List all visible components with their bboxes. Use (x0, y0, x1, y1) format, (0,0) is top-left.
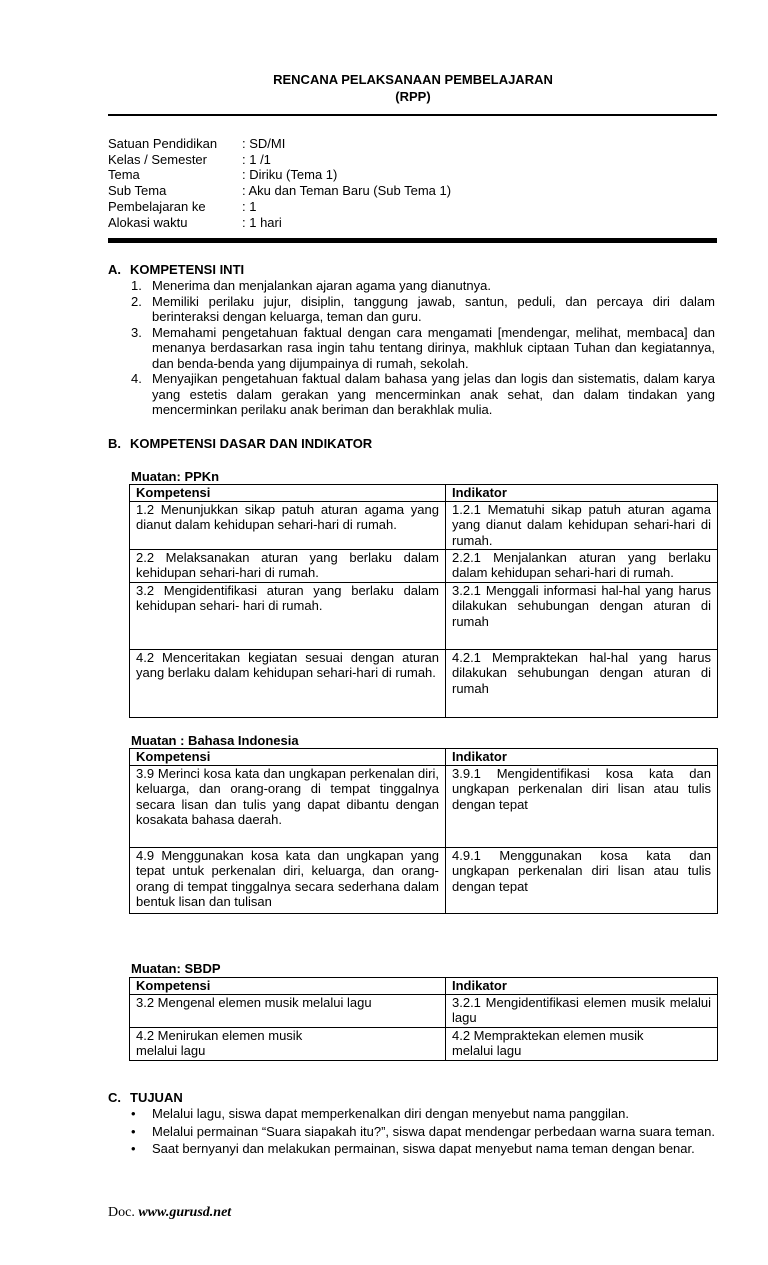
table-cell: 2.2.1 Menjalankan aturan yang berlaku dalam kehidupan sehari-hari di rumah. (446, 549, 718, 582)
table-row (130, 1027, 718, 1060)
table-cell (446, 1027, 718, 1060)
item-number: 4. (131, 371, 142, 386)
bullet-icon: • (131, 1141, 136, 1156)
table-cell: 1.2 Menunjukkan sikap patuh aturan agama yang dianut dalam kehidupan sehari-hari di rumah. (130, 501, 446, 549)
identity-value: : Aku dan Teman Baru (Sub Tema 1) (242, 183, 452, 198)
column-header: Indikator (446, 978, 718, 995)
table-cell: 3.2.1 Mengidentifikasi elemen musik melalui lagu (446, 994, 718, 1027)
item-number: 3. (131, 324, 142, 340)
item-text: Menerima dan menjalankan ajaran agama yang dianutnya. (152, 278, 491, 293)
list-item (131, 294, 715, 325)
cell-text: 4.2 Menirukan elemen musik melalui lagu (136, 1027, 303, 1058)
table-row (130, 994, 718, 1027)
identity-value: : SD/MI (242, 136, 286, 151)
list-item (131, 325, 715, 372)
item-number: 1. (131, 278, 142, 293)
item-text: Memahami pengetahuan faktual dengan cara mengamati [mendengar, melihat, membaca] dan menanya berdasarkan rasa ingin tahu tentang dirinya, makhluk ciptaan Tuhan dan kegiatannya, dan benda-benda yang dijumpainya di rumah, sekolah. (152, 324, 715, 371)
muatan-sbdp-title: Muatan: SBDP (131, 961, 221, 976)
document-title: RENCANA PELAKSANAAN PEMBELAJARAN (273, 72, 553, 87)
footer (108, 1205, 231, 1221)
top-rule (108, 114, 717, 116)
muatan-bahasa-title: Muatan : Bahasa Indonesia (131, 733, 299, 748)
tujuan-list (131, 1106, 715, 1159)
identity-label: Tema (108, 167, 140, 182)
column-header: Kompetensi (130, 978, 446, 995)
section-letter: C. (108, 1090, 121, 1105)
section-letter: A. (108, 262, 121, 277)
bullet-icon: • (131, 1123, 136, 1139)
table-header-row (130, 749, 718, 766)
column-header: Kompetensi (130, 485, 446, 502)
section-letter: B. (108, 436, 121, 451)
section-title: TUJUAN (130, 1090, 183, 1105)
list-item (131, 1141, 715, 1158)
item-text: Saat bernyanyi dan melakukan permainan, siswa dapat menyebut nama teman dengan benar. (152, 1141, 695, 1156)
section-b-heading (108, 436, 372, 451)
table-row (130, 582, 718, 649)
table-cell: 2.2 Melaksanakan aturan yang berlaku dalam kehidupan sehari-hari di rumah. (130, 549, 446, 582)
list-item (131, 1106, 715, 1123)
bullet-icon: • (131, 1106, 136, 1121)
bahasa-table (129, 748, 718, 914)
table-row (130, 549, 718, 582)
list-item (131, 1124, 715, 1141)
table-cell (130, 1027, 446, 1060)
table-cell: 4.2.1 Mempraktekan hal-hal yang harus dilakukan sehubungan dengan aturan di rumah (446, 649, 718, 717)
document-subtitle: (RPP) (395, 89, 431, 104)
table-cell: 3.2 Mengidentifikasi aturan yang berlaku dalam kehidupan sehari- hari di rumah. (130, 582, 446, 649)
footer-site-link[interactable]: www.gurusd.net (138, 1205, 232, 1220)
table-cell: 3.9.1 Mengidentifikasi kosa kata dan ungkapan perkenalan diri lisan atau tulis dengan tepat (446, 765, 718, 847)
table-header-row (130, 978, 718, 995)
table-cell: 4.2 Menceritakan kegiatan sesuai dengan aturan yang berlaku dalam kehidupan sehari-hari di rumah. (130, 649, 446, 717)
kompetensi-inti-list (131, 278, 715, 418)
identity-rule (108, 238, 717, 243)
identity-label: Kelas / Semester (108, 152, 207, 167)
identity-label: Alokasi waktu (108, 215, 188, 230)
item-text: Memiliki perilaku jujur, disiplin, tanggung jawab, santun, peduli, dan percaya diri dalam berinteraksi dengan keluarga, teman dan guru. (152, 293, 715, 324)
section-c-heading (108, 1090, 183, 1105)
table-header-row (130, 485, 718, 502)
ppkn-table (129, 484, 718, 718)
section-title: KOMPETENSI INTI (130, 262, 245, 277)
table-row (130, 649, 718, 717)
section-title: KOMPETENSI DASAR DAN INDIKATOR (130, 436, 373, 451)
table-row (130, 847, 718, 913)
table-cell: 4.9 Menggunakan kosa kata dan ungkapan yang tepat untuk perkenalan diri, keluarga, dan orang-orang di tempat tinggalnya secara sederhana dalam bentuk lisan dan tulisan (130, 847, 446, 913)
table-cell: 3.2.1 Menggali informasi hal-hal yang harus dilakukan sehubungan dengan aturan di rumah (446, 582, 718, 649)
footer-prefix: Doc. (108, 1205, 139, 1220)
list-item (131, 278, 715, 294)
item-text: Menyajikan pengetahuan faktual dalam bahasa yang jelas dan logis dan sistematis, dalam karya yang estetis dalam gerakan yang mencerminkan anak sehat, dan dalam tindakan yang mencerminkan perilaku anak beriman dan berakhlak mulia. (152, 371, 715, 417)
identity-label: Satuan Pendidikan (108, 136, 218, 151)
sbdp-table (129, 977, 718, 1061)
item-text: Melalui lagu, siswa dapat memperkenalkan diri dengan menyebut nama panggilan. (152, 1106, 629, 1121)
table-cell: 1.2.1 Mematuhi sikap patuh aturan agama yang dianut dalam kehidupan sehari-hari di rumah. (446, 501, 718, 549)
identity-label: Pembelajaran ke (108, 199, 206, 214)
identity-value: : 1 hari (242, 215, 282, 230)
table-cell: 3.2 Mengenal elemen musik melalui lagu (130, 994, 446, 1027)
section-a-heading (108, 262, 244, 277)
column-header: Indikator (446, 485, 718, 502)
muatan-ppkn-title: Muatan: PPKn (131, 469, 220, 484)
column-header: Kompetensi (130, 749, 446, 766)
identity-value: : Diriku (Tema 1) (242, 167, 338, 182)
table-cell: 3.9 Merinci kosa kata dan ungkapan perkenalan diri, keluarga, dan orang-orang di tempat tinggalnya secara lisan dan tulis yang dapat dibantu dengan kosakata bahasa daerah. (130, 765, 446, 847)
identity-value: : 1 /1 (242, 152, 271, 167)
identity-label: Sub Tema (108, 183, 167, 198)
table-row (130, 765, 718, 847)
column-header: Indikator (446, 749, 718, 766)
item-text: Melalui permainan “Suara siapakah itu?”, siswa dapat mendengar perbedaan warna suara teman. (152, 1123, 715, 1139)
identity-value: : 1 (242, 199, 257, 214)
list-item (131, 371, 715, 418)
cell-text: 4.2 Mempraktekan elemen musik melalui lagu (452, 1027, 644, 1058)
table-cell: 4.9.1 Menggunakan kosa kata dan ungkapan perkenalan diri lisan atau tulis dengan tepat (446, 847, 718, 913)
item-number: 2. (131, 293, 142, 309)
table-row (130, 501, 718, 549)
